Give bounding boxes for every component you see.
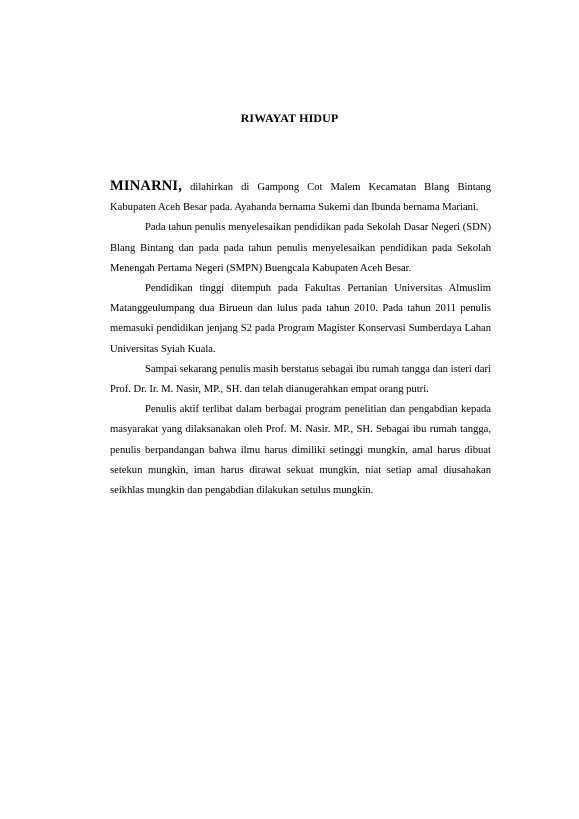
paragraph-intro <box>110 176 491 218</box>
page-title: RIWAYAT HIDUP <box>240 111 339 125</box>
paragraph-activities: Penulis aktif terlibat dalam berbagai program penelitian dan pengabdian kepada masyarakat yang dilaksanakan oleh Prof. M. Nasir. MP., SH. Sebagai ibu rumah tangga, penulis berpandangan bahwa ilmu harus dimiliki setinggi mungkin, amal harus dibuat setekun mungkin, iman harus dirawat sekuat mungkin, niat setiap amal diusahakan seikhlas mungkin dan pengabdian dilakukan setulus mungkin. <box>110 404 491 497</box>
paragraph-primary-education: Pada tahun penulis menyelesaikan pendidikan pada Sekolah Dasar Negeri (SDN) Blang Bintang dan pada pada tahun penulis menyelesaikan pendidikan pada Sekolah Menengah Pertama Negeri (SMPN) Buengcala Kabupaten Aceh Besar. <box>110 222 491 274</box>
author-name: MINARNI, <box>110 178 183 194</box>
paragraph-higher-education: Pendidikan tinggi ditempuh pada Fakultas Pertanian Universitas Almuslim Matanggeulumpang dua Birueun dan lulus pada tahun 2010. Pada tahun 2011 penulis memasuki pendidikan jenjang S2 pada Program Magister Konservasi Sumberdaya Lahan Universitas Syiah Kuala. <box>110 283 491 355</box>
biography-body <box>110 176 491 501</box>
paragraph-intro-text: dilahirkan di Gampong Cot Malem Kecamatan Blang Bintang Kabupaten Aceh Besar pada. Ayahanda bernama Sukemi dan Ibunda bernama Mariani. <box>110 182 491 214</box>
paragraph-family: Sampai sekarang penulis masih berstatus sebagai ibu rumah tangga dan isteri dari Prof. Dr. Ir. M. Nasir, MP., SH. dan telah dianugerahkan empat orang putri. <box>110 363 491 396</box>
